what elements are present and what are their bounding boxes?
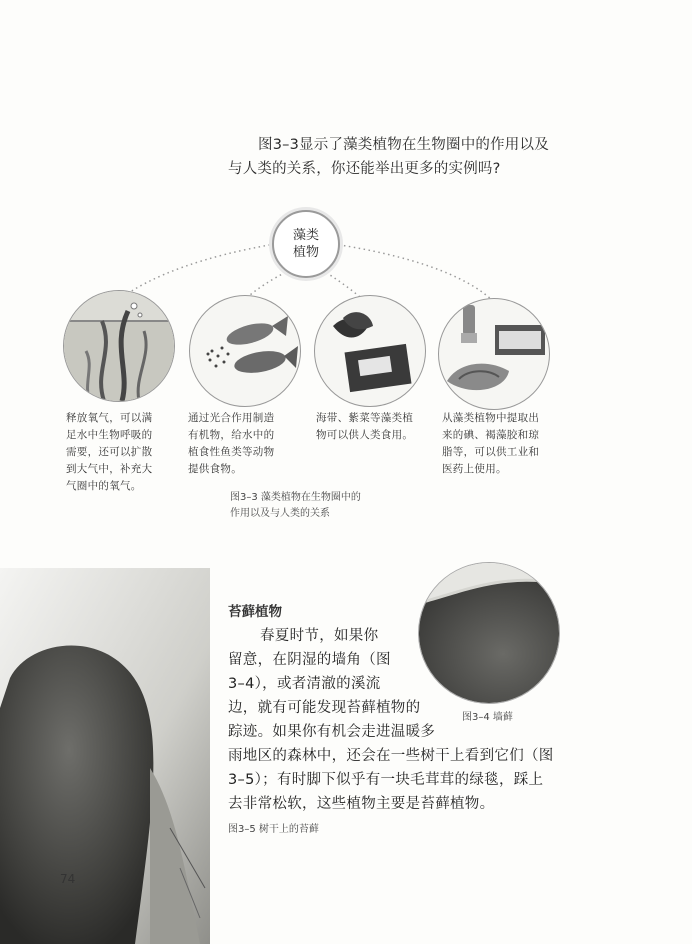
- moss-section-heading: 苔藓植物: [228, 604, 282, 620]
- moss-body-line-6: 雨地区的森林中，还会在一些树干上看到它们（图: [228, 748, 554, 764]
- wall-moss-drawing: [419, 563, 559, 703]
- moss-body-line-7: 3–5）；有时脚下似乎有一块毛茸茸的绿毯，踩上: [228, 772, 544, 788]
- aquarium-drawing: [64, 291, 174, 401]
- caption-fish-food: 通过光合作用制造 有机物，给水中的 植食性鱼类等动物 提供食物。: [188, 412, 275, 475]
- intro-line-1: 图3–3显示了藻类植物在生物圈中的作用以及: [258, 137, 549, 153]
- industrial-products-drawing: [439, 299, 549, 409]
- figure-3-3-caption: 图3–3 藻类植物在生物圈中的 作用以及与人类的关系: [230, 492, 361, 519]
- tree-trunk-moss-photo: [0, 568, 210, 944]
- caption-human-food: 海带、紫菜等藻类植 物可以供人类食用。: [316, 412, 414, 441]
- industrial-products-illustration: [438, 298, 550, 410]
- caption-oxygen: 释放氧气，可以满 足水中生物呼吸的 需要，还可以扩散 到大气中，补充大 气圈中的氧气。: [66, 412, 153, 492]
- moss-body-line-3: 3–4），或者清澈的溪流: [228, 676, 381, 692]
- seaweed-food-illustration: [314, 295, 426, 407]
- hub-label: 藻类植物: [292, 228, 319, 260]
- intro-line-2: 与人类的关系，你还能举出更多的实例吗?: [228, 161, 501, 177]
- moss-body-line-1: 春夏时节，如果你: [260, 628, 379, 644]
- moss-body-line-8: 去非常松软，这些植物主要是苔藓植物。: [228, 796, 495, 812]
- connector-line-1: [118, 244, 275, 300]
- page-number: 74: [60, 872, 76, 886]
- caption-industry: 从藻类植物中提取出 来的碘、褐藻胶和琼 脂等，可以供工业和 医药上使用。: [442, 412, 540, 475]
- wall-moss-photo: [418, 562, 560, 704]
- figure-3-5-caption: 图3–5 树干上的苔藓: [228, 824, 319, 835]
- tree-trunk-drawing: [0, 568, 210, 944]
- moss-body-line-2: 留意，在阴湿的墙角（图: [228, 652, 391, 668]
- moss-body-line-4: 边，就有可能发现苔藓植物的: [228, 700, 421, 716]
- fish-drawing: [190, 296, 300, 406]
- fish-illustration: [189, 295, 301, 407]
- oxygen-aquarium-illustration: [63, 290, 175, 402]
- algae-hub-circle: [272, 210, 340, 278]
- moss-body-line-5: 踪迹。如果你有机会走进温暖多: [228, 724, 436, 740]
- seaweed-food-drawing: [315, 296, 425, 406]
- connector-line-4: [334, 244, 492, 300]
- figure-3-4-caption: 图3–4 墙藓: [462, 712, 513, 723]
